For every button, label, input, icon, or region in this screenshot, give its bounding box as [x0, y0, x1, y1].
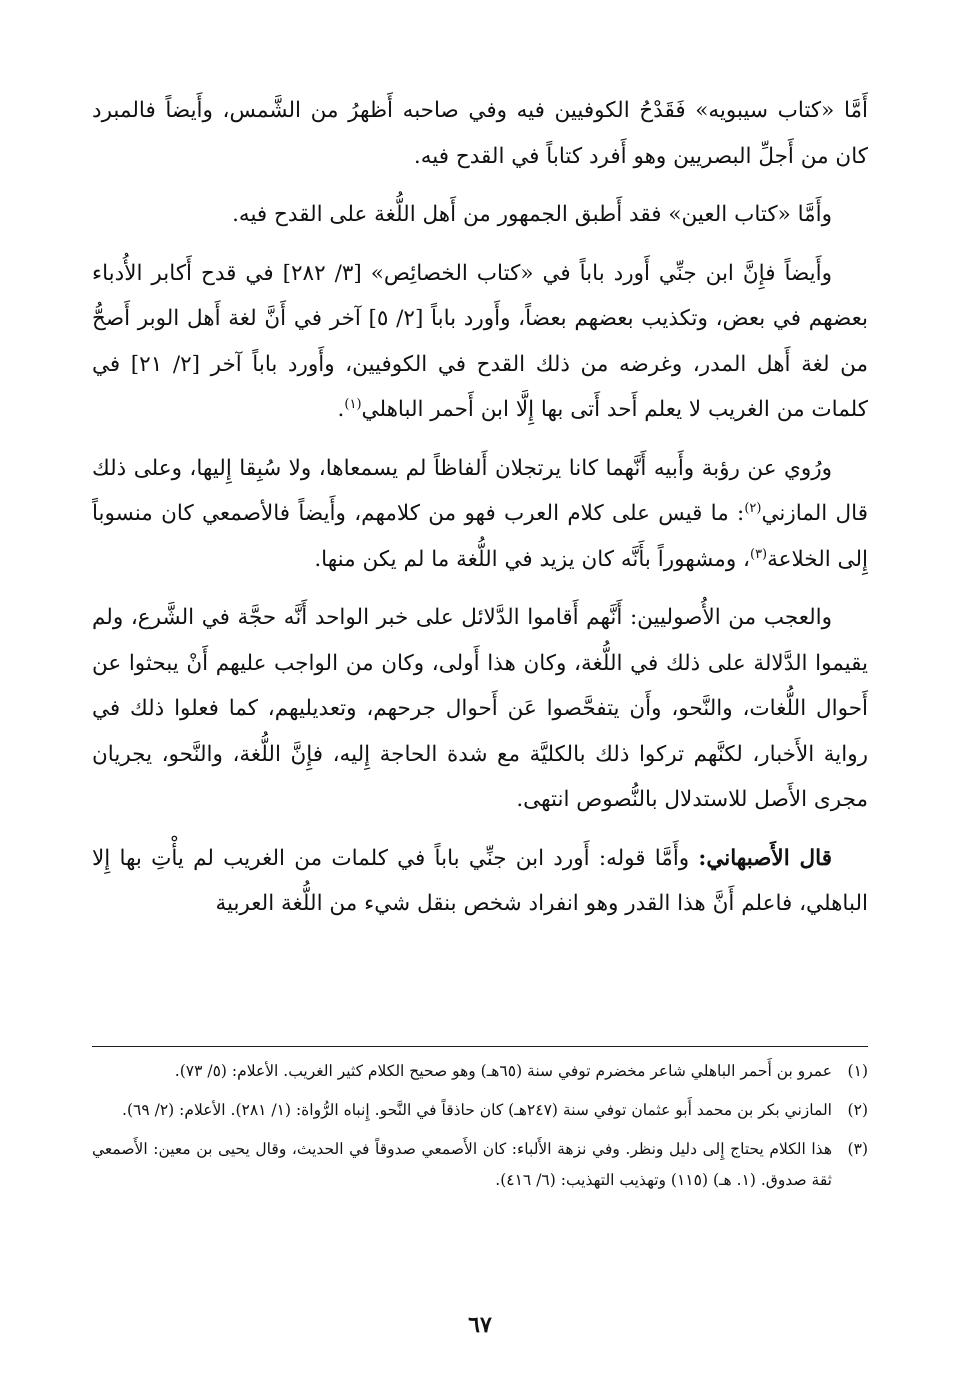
footnote-text: عمرو بن أَحمر الباهلي شاعر مخضرم توفي سنة (٦٥هـ) وهو صحيح الكلام كثير الغريب. الأعلام: (٥/ ٧٣).: [174, 1062, 832, 1080]
paragraph-text-middle: : ما قيس على كلام العرب فهو من كلامهم، وأَيضاً فالأصمعي كان منسوباً إِلى الخلاعة: [92, 501, 868, 572]
paragraph-sibawayh: [92, 88, 868, 179]
footnote-number: (٣): [847, 1140, 868, 1158]
paragraph-usuliyyin: [92, 595, 868, 823]
footnotes: [92, 1056, 868, 1204]
footnote-reference: (٢): [744, 500, 762, 516]
speaker-label: قال الأَصبهاني:: [698, 845, 832, 871]
page-number: ٦٧: [468, 1312, 492, 1338]
footnote-number: (٢): [847, 1101, 868, 1119]
paragraph-text: وأَمَّا «كتاب العين» فقد أَطبق الجمهور من أَهل اللُّغة على القدح فيه.: [232, 202, 832, 227]
paragraph-kitab-al-ayn: [92, 192, 868, 238]
paragraph-text: وأَيضاً فإِنَّ ابن جنِّي أَورد باباً في «كتاب الخصائِص» [٣/ ٢٨٢] في قدح أَكابر الأُدباء بعضهم في بعض، وتكذيب بعضهم بعضاً، وأَورد باباً [٢/ ٥] آخر في أَنَّ لغة أَهل الوبر أَصحُّ من لغة أَهل المدر، وغرضه من ذلك القدح في الكوفيين، وأَورد باباً آخر [٢/ ٢١] في كلمات من الغريب لا يعلم أَحد أَتى بها إِلَّا ابن أَحمر الباهلي: [92, 260, 868, 422]
paragraph-text: والعجب من الأُصوليين: أَنَّهم أَقاموا الدَّلائل على خبر الواحد أَنَّه حجَّة في الشَّرع، ولم يقيموا الدَّلالة على ذلك في اللُّغة، وكان هذا أَولى، وكان من الواجب عليهم أَنْ يبحثوا عن أَحوال اللُّغات، والنَّحو، وأَن يتفحَّصوا عَن أَحوال جرحهم، وتعديليهم، كما فعلوا ذلك في رواية الأَخبار، لكنَّهم تركوا ذلك بالكليَّة مع شدة الحاجة إِليه، فإِنَّ اللُّغة، والنَّحو، يجريان مجرى الأَصل للاستدلال بالنُّصوص انتهى.: [92, 605, 868, 812]
paragraph-text: أَمَّا «كتاب سيبويه» فَقَدْحُ الكوفيين فيه وفي صاحبه أَظهرُ من الشَّمس، وأَيضاً فالمبرد كان من أَجلِّ البصريين وهو أَفرد كتاباً في القدح فيه.: [92, 98, 868, 169]
paragraph-text: وأَمَّا قوله: أَورد ابن جنِّي باباً في كلمات من الغريب لم يأْتِ بها إِلا الباهلي، فاعلم أَنَّ هذا القدر وهو انفراد شخص بنقل شيء من اللُّغة العربية: [92, 845, 868, 916]
footnote-text: هذا الكلام يحتاج إِلى دليل ونظر. وفي نزهة الأَلباء: كان الأَصمعي صدوقاً في الحديث، وقال يحيى بن معين: الأَصمعي ثقة صدوق. (١. هـ) (١١٥) وتهذيب التهذيب: (٦/ ٤١٦).: [92, 1140, 832, 1189]
footnote-divider: [92, 1046, 868, 1047]
paragraph-text: ورُوي عن رؤبة وأَبيه أَنَّهما كانا يرتجلان أَلفاظاً لم يسمعاها، ولا سُبِقا إِليها، وعلى ذلك قال المازني: [92, 455, 868, 526]
paragraph-text-end: ، ومشهوراً بأَنَّه كان يزيد في اللُّغة ما لم يكن منها.: [314, 546, 750, 572]
paragraph-isbahani: [92, 836, 868, 927]
footnote-reference: (١): [344, 396, 362, 412]
footnote-reference: (٣): [749, 546, 768, 562]
footnote-item: [92, 1056, 868, 1087]
footnote-item: [92, 1134, 868, 1196]
footnote-text: المازني بكر بن محمد أَبو عثمان توفي سنة (٢٤٧هـ) كان حاذقاً في النَّحو. إِنباه الرُّواة: (١/ ٢٨١). الأعلام: (٢/ ٦٩).: [122, 1101, 832, 1119]
paragraph-text-end: .: [337, 397, 345, 422]
footnote-number: (١): [847, 1062, 868, 1080]
paragraph-ibn-jinni: [92, 251, 868, 433]
main-text: [92, 88, 868, 940]
paragraph-ruba: [92, 446, 868, 583]
footnote-item: [92, 1095, 868, 1126]
